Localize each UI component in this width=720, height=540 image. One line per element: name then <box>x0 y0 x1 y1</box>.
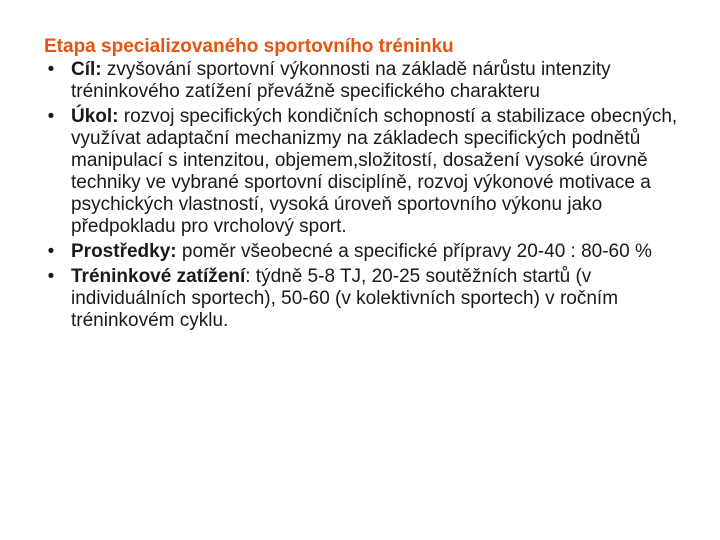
bullet-item-ukol <box>44 106 694 238</box>
slide-content <box>44 36 694 335</box>
bullet-icon: • <box>47 106 55 127</box>
bullet-list <box>44 59 694 332</box>
bullet-text: poměr všeobecné a specifické přípravy 20-40 : 80-60 % <box>176 241 652 262</box>
bullet-label: Tréninkové zatížení <box>71 266 246 287</box>
bullet-text: rozvoj specifických kondičních schopností a stabilizace obecných, využívat adaptační mechanizmy na základech specifických podnětů manipulací s intenzitou, objemem,složitostí, dosažení vysoké úrovně techniky ve vybrané sportovní disciplíně, rozvoj výkonové motivace a psychických vlastností, vysoká úroveň sportovního výkonu jako předpokladu pro vrcholový sport. <box>71 106 678 237</box>
bullet-text: : týdně 5-8 TJ, 20-25 soutěžních startů (v individuálních sportech), 50-60 (v kolektivních sportech) v ročním tréninkovém cyklu. <box>71 266 619 331</box>
bullet-item-cil <box>44 59 694 103</box>
bullet-item-treninkove-zatizeni <box>44 266 694 332</box>
bullet-label: Prostředky: <box>71 241 177 262</box>
bullet-icon: • <box>47 241 55 262</box>
bullet-label: Cíl: <box>71 59 102 80</box>
bullet-item-prostredky <box>44 241 694 263</box>
bullet-text: zvyšování sportovní výkonnosti na základě nárůstu intenzity tréninkového zatížení převážně specifického charakteru <box>71 59 611 102</box>
bullet-icon: • <box>47 59 55 80</box>
bullet-icon: • <box>47 266 55 287</box>
bullet-label: Úkol: <box>71 106 119 127</box>
slide-title: Etapa specializovaného sportovního tréninku <box>44 36 454 57</box>
